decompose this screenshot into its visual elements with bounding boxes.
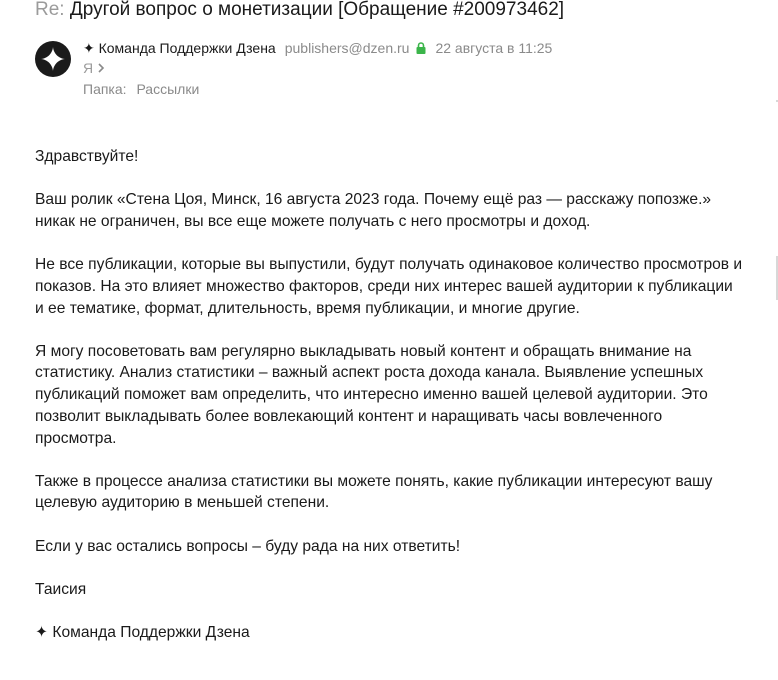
sender-name[interactable]: ✦ Команда Поддержки Дзена	[83, 40, 276, 56]
email-subject	[35, 0, 564, 23]
folder-row	[83, 78, 552, 100]
sender-email[interactable]: publishers@dzen.ru	[284, 40, 410, 56]
folder-link[interactable]: Рассылки	[136, 81, 200, 97]
signature-team: ✦ Команда Поддержки Дзена	[35, 624, 250, 642]
chevron-right-icon[interactable]	[97, 63, 105, 73]
recipient-row[interactable]	[83, 58, 552, 78]
email-date: 22 августа в 11:25	[435, 40, 553, 56]
body-paragraph: Ваш ролик «Стена Цоя, Минск, 16 августа 2023 года. Почему ещё раз — расскажу попозже.» никак не ограничен, вы все еще можете получать с него просмотры и доход.	[35, 191, 712, 230]
sender-row	[83, 38, 552, 58]
signature-name: Таисия	[35, 580, 87, 598]
recipient-name: Я	[83, 60, 94, 76]
body-paragraph: Здравствуйте!	[35, 148, 139, 165]
email-body	[35, 146, 745, 665]
folder-label: Папка:	[83, 81, 127, 97]
dzen-star-logo-icon	[41, 47, 65, 71]
email-meta	[83, 38, 552, 100]
lock-icon	[416, 42, 426, 54]
body-paragraph: Если у вас остались вопросы – буду рада на них ответить!	[35, 537, 461, 555]
body-paragraph: Не все публикации, которые вы выпустили, будут получать одинаковое количество просмотров и показов. На это влияет множество факторов, среди них интерес вашей аудитории к публикации и ее тематике, формат, длительность, время публикации, и многие другие.	[35, 256, 743, 317]
subject-prefix: Re:	[35, 0, 65, 20]
sender-avatar[interactable]	[35, 41, 71, 77]
body-paragraph: Также в процессе анализа статистики вы можете понять, какие публикации интересуют вашу целевую аудиторию в меньшей степени.	[35, 472, 713, 512]
subject-text: Другой вопрос о монетизации [Обращение #200973462]	[69, 0, 565, 20]
body-paragraph: Я могу посоветовать вам регулярно выкладывать новый контент и обращать внимание на статистику. Анализ статистики – важный аспект роста дохода канала. Выявление успешных публикаций поможет вам определить, что интересно именно вашей целевой аудитории. Это позволит выкладывать более вовлекающий контент и наращивать часы вовлеченного просмотра.	[35, 342, 708, 447]
